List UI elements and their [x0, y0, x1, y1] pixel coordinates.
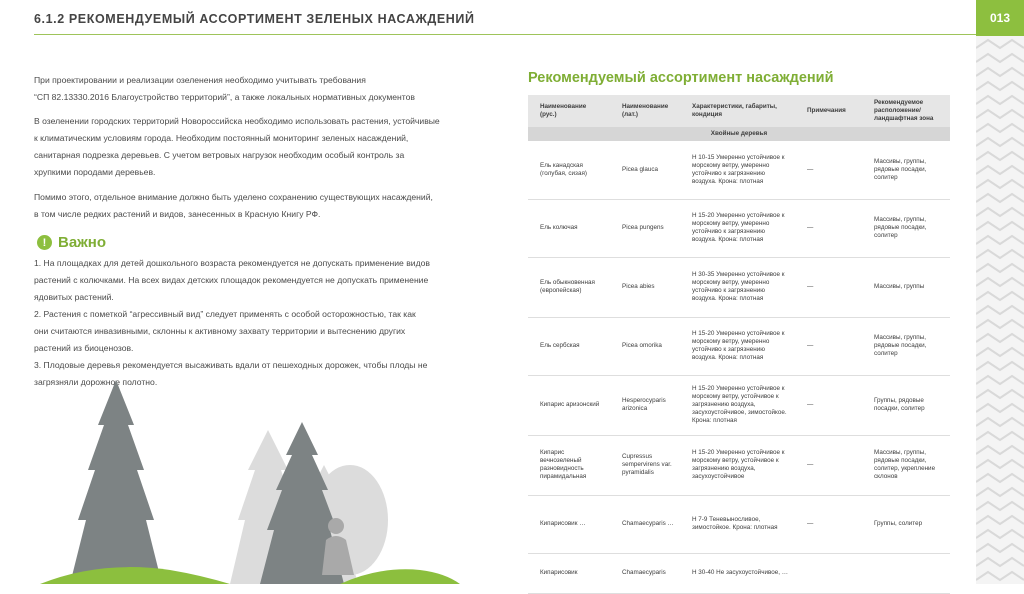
text-line: они считаются инвазивными, склонны к активному захвату территории и вытеснению других: [34, 326, 406, 336]
cell-placement: Массивы, группы: [862, 257, 950, 317]
trees-illustration: [40, 370, 460, 584]
cell-characteristics: Н 15-20 Умеренно устойчивое к морскому ветру, умеренно устойчиво к загрязнению воздуха. Крона: плотная: [680, 199, 795, 257]
cell-notes: —: [795, 141, 862, 199]
cell-placement: Массивы, группы, рядовые посадки, солитер, укрепление склонов: [862, 435, 950, 495]
text-line: к климатическим условиям города. Необходим постоянный мониторинг зеленых насаждений,: [34, 133, 409, 143]
cell-name-lat: Chamaecyparis: [610, 553, 680, 593]
page-number-badge: 013: [976, 0, 1024, 36]
plants-table: [528, 95, 950, 594]
cell-name-ru: Кипарис вечнозеленый разновидность пирамидальная: [528, 435, 610, 495]
cell-notes: —: [795, 317, 862, 375]
table-row: [528, 375, 950, 435]
table-row: [528, 257, 950, 317]
cell-placement: Массивы, группы, рядовые посадки, солитер: [862, 199, 950, 257]
text-line: 1. На площадках для детей дошкольного возраста рекомендуется не допускать применение видов: [34, 258, 430, 268]
header-divider: [34, 34, 976, 35]
cell-notes: —: [795, 375, 862, 435]
cell-placement: [862, 553, 950, 593]
text-line: Помимо этого, отдельное внимание должно быть уделено сохранению существующих насаждений,: [34, 192, 433, 202]
cell-characteristics: Н 10-15 Умеренно устойчивое к морскому ветру, умеренно устойчиво к загрязнению воздуха. Крона: плотная: [680, 141, 795, 199]
text-line: растений из биоценозов.: [34, 343, 134, 353]
cell-name-lat: Picea omorika: [610, 317, 680, 375]
col-header-placement: Рекомендуемое расположение/ ландшафтная зона: [862, 95, 950, 127]
cell-placement: Массивы, группы, рядовые посадки, солитер: [862, 141, 950, 199]
cell-name-lat: Picea glauca: [610, 141, 680, 199]
cell-name-lat: Hesperocyparis arizonica: [610, 375, 680, 435]
important-title: Важно: [58, 234, 107, 251]
table-row: [528, 553, 950, 593]
cell-name-ru: Кипарисовик …: [528, 495, 610, 553]
cell-characteristics: Н 15-20 Умеренно устойчивое к морскому ветру, устойчивое к загрязнению воздуха, засухоустойчивое: [680, 435, 795, 495]
cell-notes: [795, 553, 862, 593]
cell-notes: —: [795, 199, 862, 257]
cell-name-ru: Ель сербская: [528, 317, 610, 375]
cell-name-ru: Ель канадская (голубая, сизая): [528, 141, 610, 199]
cell-notes: —: [795, 435, 862, 495]
text-line: ядовитых растений.: [34, 292, 114, 302]
cell-name-ru: Ель колючая: [528, 199, 610, 257]
table-title: Рекомендуемый ассортимент насаждений: [528, 70, 834, 86]
col-header-name-ru: Наименование (рус.): [528, 95, 610, 127]
table-row: [528, 435, 950, 495]
cell-name-ru: Кипарисовик: [528, 553, 610, 593]
important-heading: [37, 234, 106, 251]
intro-paragraph-2: [34, 113, 464, 181]
cell-characteristics: Н 15-20 Умеренно устойчивое к морскому ветру, умеренно устойчиво к загрязнению воздуха. Крона: плотная: [680, 317, 795, 375]
cell-characteristics: Н 15-20 Умеренно устойчивое к морскому ветру, устойчивое к загрязнению воздуха, засухоустойчивое, зимостойкое. Крона: плотная: [680, 375, 795, 435]
text-line: При проектировании и реализации озеленения необходимо учитывать требования: [34, 75, 366, 85]
text-line: хрупкими породами деревьев.: [34, 167, 156, 177]
chevron-pattern: [976, 0, 1024, 584]
section-label: Хвойные деревья: [528, 127, 950, 141]
cell-name-ru: Кипарис аризонский: [528, 375, 610, 435]
cell-characteristics: Н 7-9 Теневыносливое, зимостойкое. Крона: плотная: [680, 495, 795, 553]
text-line: В озеленении городских территорий Новороссийска необходимо использовать растения, устойчивые: [34, 116, 440, 126]
text-line: в том числе редких растений и видов, занесенных в Красную Книгу РФ.: [34, 209, 321, 219]
cell-placement: Группы, солитер: [862, 495, 950, 553]
right-pattern-band: [976, 0, 1024, 584]
table-row: [528, 199, 950, 257]
table-row: [528, 317, 950, 375]
cell-name-ru: Ель обыкновенная (европейская): [528, 257, 610, 317]
exclamation-icon: !: [37, 235, 52, 250]
text-line: 3. Плодовые деревья рекомендуется высаживать вдали от пешеходных дорожек, чтобы плоды не: [34, 360, 428, 370]
cell-name-lat: Cupressus sempervirens var. pyramidalis: [610, 435, 680, 495]
cell-characteristics: Н 30-40 Не засухоустойчивое, …: [680, 553, 795, 593]
text-line: растений с колючками. На всех видах детских площадок рекомендуется не допускать применение: [34, 275, 429, 285]
cell-name-lat: Picea abies: [610, 257, 680, 317]
col-header-characteristics: Характеристики, габариты, кондиция: [680, 95, 795, 127]
cell-name-lat: Picea pungens: [610, 199, 680, 257]
cell-characteristics: Н 30-35 Умеренно устойчивое к морскому ветру, умеренно устойчиво к загрязнению воздуха. Крона: плотная: [680, 257, 795, 317]
page-header-title: 6.1.2 РЕКОМЕНДУЕМЫЙ АССОРТИМЕНТ ЗЕЛЕНЫХ НАСАЖДЕНИЙ: [34, 12, 475, 26]
cell-notes: —: [795, 257, 862, 317]
col-header-name-lat: Наименование (лат.): [610, 95, 680, 127]
table-section-row: [528, 127, 950, 141]
cell-placement: Группы, рядовые посадки, солитер: [862, 375, 950, 435]
text-line: загрязняли дорожное полотно.: [34, 377, 158, 387]
table-header-row: [528, 95, 950, 127]
col-header-notes: Примечания: [795, 95, 862, 127]
text-line: санитарная подрезка деревьев. С учетом ветровых нагрузок необходим особый контроль за: [34, 150, 405, 160]
text-line: “СП 82.13330.2016 Благоустройство территорий”, а также локальных нормативных документов: [34, 92, 415, 102]
table-row: [528, 141, 950, 199]
intro-paragraph-1: [34, 72, 464, 106]
text-line: 2. Растения с пометкой “агрессивный вид” следует применять с особой осторожностью, так как: [34, 309, 416, 319]
table-row: [528, 495, 950, 553]
intro-paragraph-3: [34, 189, 464, 223]
cell-notes: —: [795, 495, 862, 553]
cell-placement: Массивы, группы, рядовые посадки, солитер: [862, 317, 950, 375]
cell-name-lat: Chamaecyparis …: [610, 495, 680, 553]
